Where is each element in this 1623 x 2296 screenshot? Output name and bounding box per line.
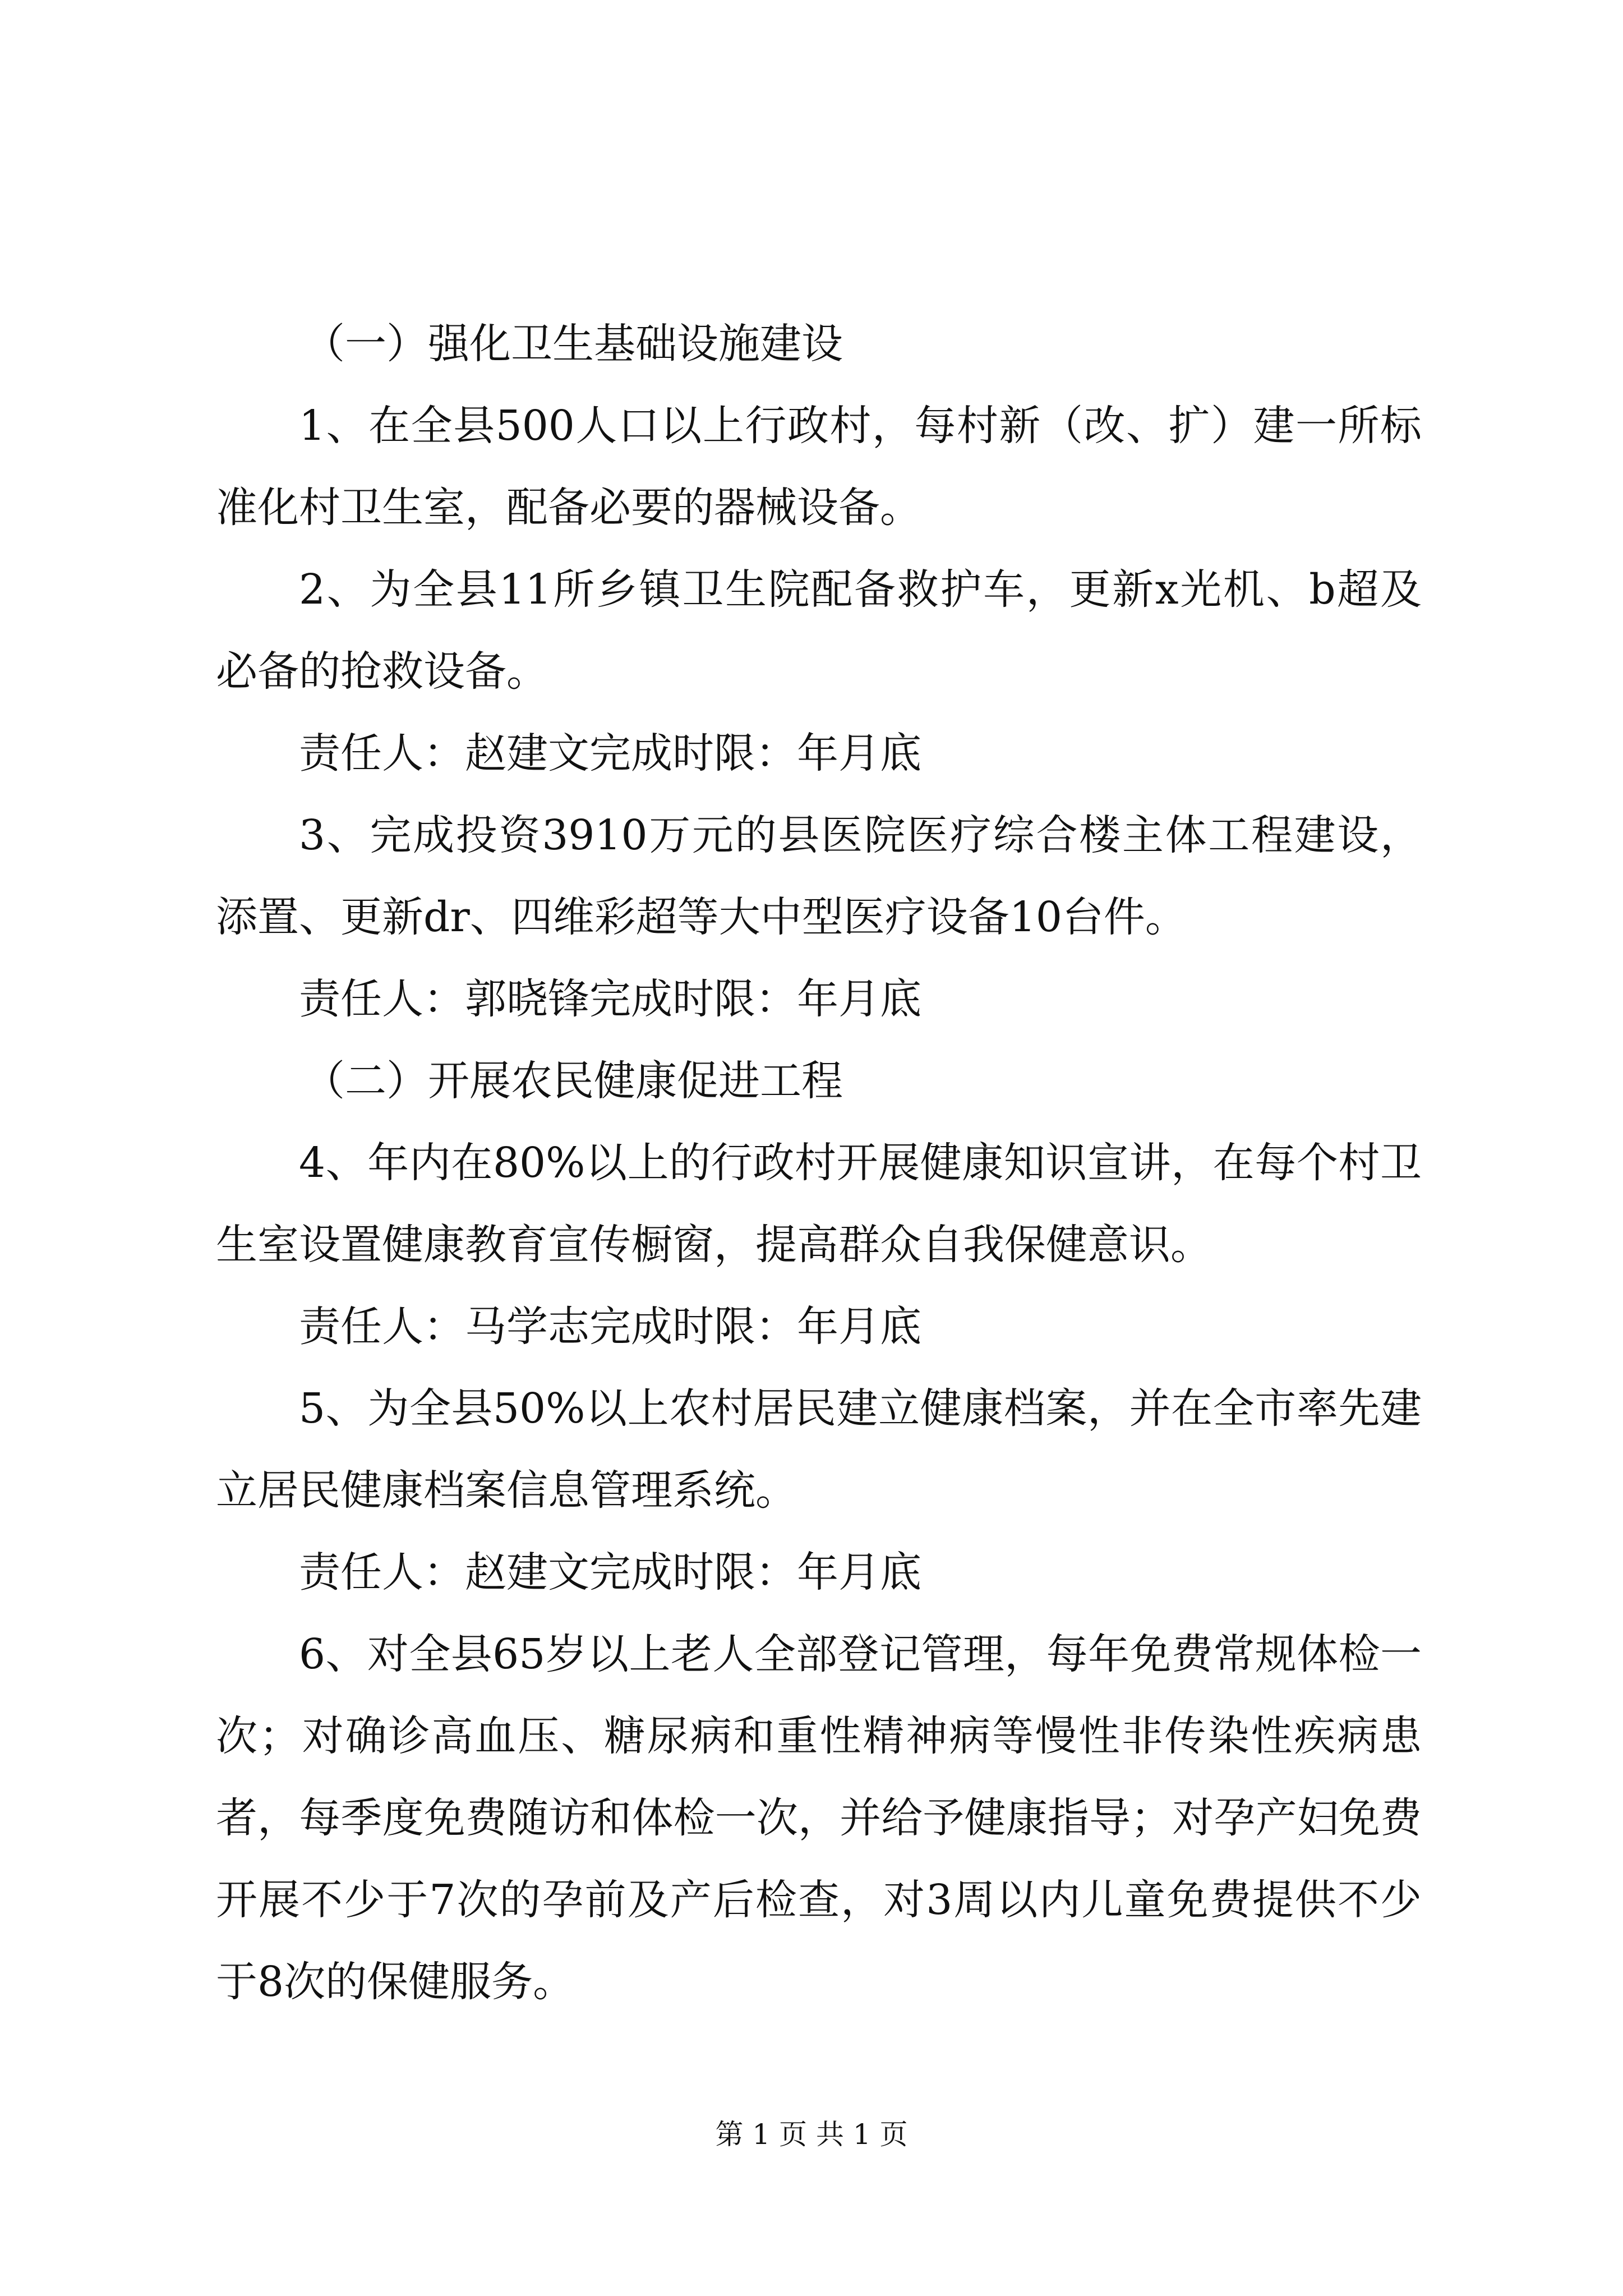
item-paragraph-1: 1、在全县500人口以上行政村，每村新（改、扩）建一所标准化村卫生室，配备必要的器械设备。 bbox=[216, 402, 1422, 532]
responsible-line-2: 责任人：郭晓锋完成时限：年月底 bbox=[299, 975, 921, 1023]
item-paragraph-5: 5、为全县50%以上农村居民建立健康档案，并在全市率先建立居民健康档案信息管理系统。 bbox=[216, 1384, 1422, 1515]
responsible-line-3: 责任人：马学志完成时限：年月底 bbox=[299, 1303, 921, 1351]
page-number-footer: 第 1 页 共 1 页 bbox=[715, 2118, 908, 2151]
section-heading-2: （二）开展农民健康促进工程 bbox=[303, 1057, 843, 1105]
item-paragraph-6: 6、对全县65岁以上老人全部登记管理，每年免费常规体检一次；对确诊高血压、糖尿病和重性精神病等慢性非传染性疾病患者，每季度免费随访和体检一次，并给予健康指导；对孕产妇免费开展不少于7次的孕前及产后检查，对3周以内儿童免费提供不少于8次的保健服务。 bbox=[216, 1630, 1422, 2006]
item-paragraph-4: 4、年内在80%以上的行政村开展健康知识宣讲，在每个村卫生室设置健康教育宣传橱窗，提高群众自我保健意识。 bbox=[216, 1139, 1422, 1269]
responsible-line-4: 责任人：赵建文完成时限：年月底 bbox=[299, 1548, 921, 1596]
document-body bbox=[216, 303, 1422, 2023]
item-paragraph-2: 2、为全县11所乡镇卫生院配备救护车，更新x光机、b超及必备的抢救设备。 bbox=[216, 565, 1422, 696]
item-paragraph-3: 3、完成投资3910万元的县医院医疗综合楼主体工程建设，添置、更新dr、四维彩超等大中型医疗设备10台件。 bbox=[216, 811, 1422, 941]
responsible-line-1: 责任人：赵建文完成时限：年月底 bbox=[299, 729, 921, 777]
section-heading-1: （一）强化卫生基础设施建设 bbox=[303, 320, 843, 368]
